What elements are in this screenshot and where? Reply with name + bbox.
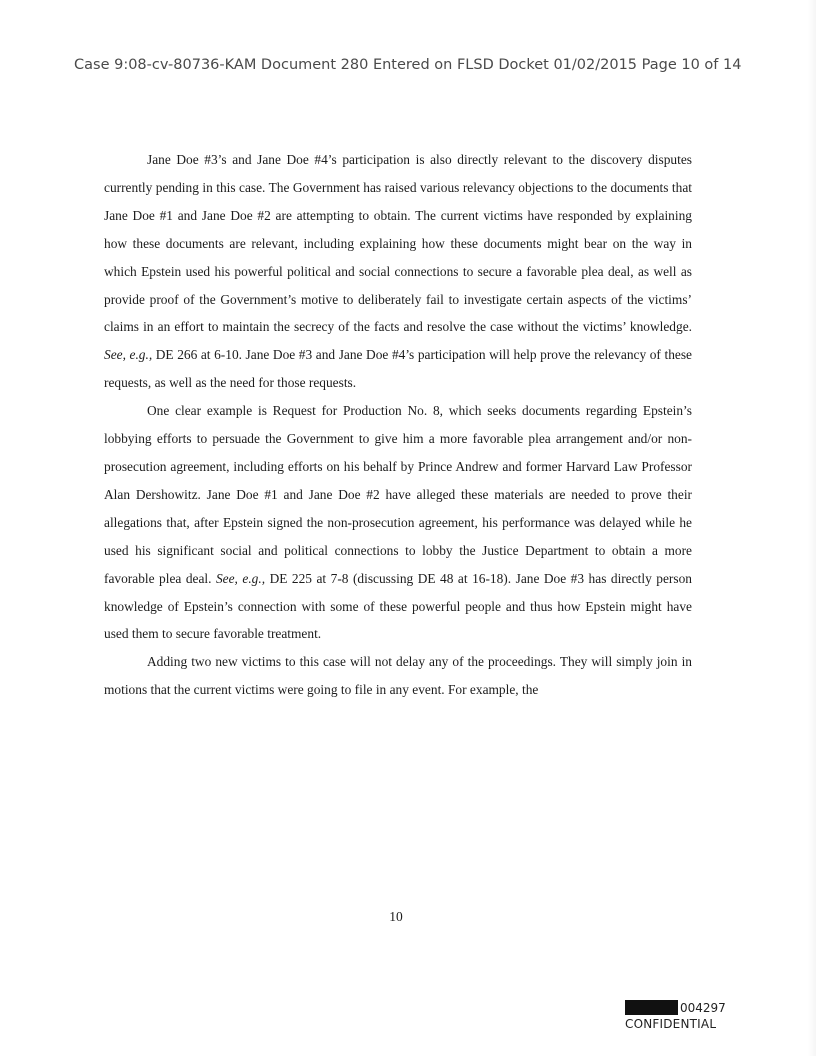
paragraph-text: Jane Doe #3’s and Jane Doe #4’s participation is also directly relevant to the discovery disputes currently pending in this case. The Government has raised various relevancy objections to the documents that Jane Doe #1 and Jane Doe #2 are attempting to obtain. The current victims have responded by explaining how these documents are relevant, including explaining how these documents might bear on the way in which Epstein used his powerful political and social connections to secure a favorable plea deal, as well as provide proof of the Government’s motive to deliberately fail to investigate certain aspects of the victims’ claims in an effort to maintain the secrecy of the facts and resolve the case without the victims’ knowledge.: [104, 152, 692, 335]
docket-header: Case 9:08-cv-80736-KAM Document 280 Entered on FLSD Docket 01/02/2015 Page 10 of 14: [74, 57, 742, 73]
confidential-label: CONFIDENTIAL: [625, 1017, 717, 1031]
paragraph-text: One clear example is Request for Production No. 8, which seeks documents regarding Epstein’s lobbying efforts to persuade the Government to give him a more favorable plea arrangement and/or non-prosecution agreement, including efforts on his behalf by Prince Andrew and former Harvard Law Professor Alan Dershowitz. Jane Doe #1 and Jane Doe #2 have alleged these materials are needed to prove their allegations that, after Epstein signed the non-prosecution agreement, his performance was delayed while he used his significant social and political connections to lobby the Justice Department to obtain a more favorable plea deal.: [104, 403, 692, 586]
citation-signal: See, e.g.,: [104, 347, 153, 363]
page-number: 10: [389, 909, 403, 924]
paragraph-text: DE 266 at 6-10. Jane Doe #3 and Jane Doe #4’s participation will help prove the relevancy of these requests, as well as the need for those requests.: [104, 347, 692, 391]
paragraph: [104, 648, 692, 704]
paragraph: [104, 146, 692, 397]
paragraph-text: DE 225 at 7-8 (discussing DE 48 at 16-18). Jane Doe #3 has directly person knowledge of Epstein’s connection with some of these powerful people and thus how Epstein might have used them to secure favorable treatment.: [104, 570, 692, 642]
paragraph: [104, 397, 692, 648]
bates-number: 004297: [680, 1000, 726, 1015]
bates-stamp: [625, 1000, 726, 1031]
document-body: [104, 146, 692, 704]
scan-edge-shadow: [808, 0, 816, 1056]
paragraph-text: Adding two new victims to this case will not delay any of the proceedings. They will simply join in motions that the current victims were going to file in any event. For example, the: [104, 654, 692, 698]
redaction-block: [625, 1000, 678, 1015]
citation-signal: See, e.g.,: [215, 570, 266, 586]
bates-row: [625, 1000, 726, 1015]
